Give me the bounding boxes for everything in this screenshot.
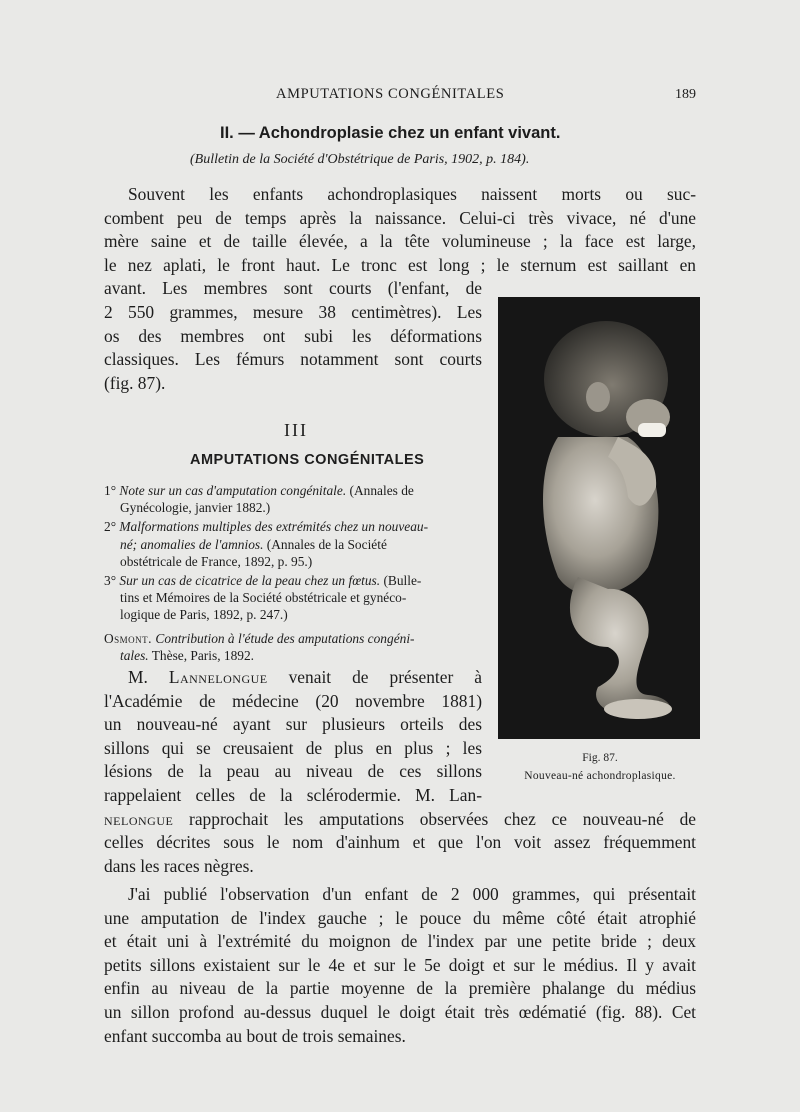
reference-author: Osmont. — [104, 630, 153, 646]
reference-line — [104, 536, 482, 553]
reference-source: (Annales de la Société — [263, 536, 387, 552]
paragraph-line: os des membres ont subi les déformations — [104, 325, 482, 346]
paragraph-line: (fig. 87). — [104, 372, 166, 393]
reference-title: tales. — [120, 647, 149, 663]
paragraph-line: dans les races nègres. — [104, 855, 254, 876]
reference-item — [104, 482, 482, 516]
section-heading: AMPUTATIONS CONGÉNITALES — [190, 452, 425, 468]
paragraph-line: petits sillons existaient sur le 4e et sur le 5e doigt et sur le médius. Il y avait — [104, 954, 696, 975]
reference-item — [104, 572, 482, 624]
paragraph-line: sillons qui se creusaient de plus en plus ; les — [104, 737, 482, 758]
paragraph-line: enfant succomba au bout de trois semaines. — [104, 1025, 406, 1046]
reference-line: obstétricale de France, 1892, p. 95.) — [120, 553, 313, 569]
text-fragment: rapprochait les amputations observées chez ce nouveau-né de — [173, 808, 696, 829]
section-title: II. — Achondroplasie chez un enfant vivant. — [220, 124, 561, 142]
reference-line: Gynécologie, janvier 1882.) — [120, 500, 271, 516]
paragraph-line — [104, 808, 696, 832]
reference-title: Note sur un cas d'amputation congénitale. — [119, 483, 347, 498]
reference-number: 1° — [104, 483, 120, 498]
reference-title: Malformations multiples des extrémités chez un nouveau- — [119, 519, 429, 535]
person-name: Lannelongue — [168, 667, 268, 687]
reference-line — [104, 630, 482, 647]
running-title: AMPUTATIONS CONGÉNITALES — [276, 86, 505, 102]
reference-title: né; anomalies de l'amnios. — [120, 536, 264, 552]
reference-title: Contribution à l'étude des amputations congéni- — [155, 630, 415, 646]
reference-source: Thèse, Paris, 1892. — [148, 647, 255, 663]
final-paragraph — [104, 883, 696, 1048]
section-roman-numeral: III — [284, 420, 308, 440]
running-header — [0, 86, 800, 108]
paragraph-line: avant. Les membres sont courts (l'enfant, de — [104, 278, 482, 299]
reference-list — [104, 482, 482, 664]
reference-line — [104, 647, 482, 664]
reference-line: logique de Paris, 1892, p. 247.) — [120, 607, 288, 623]
paragraph-line: mère saine et de taille élevée, a la tête volumineuse ; la face est large, — [104, 231, 696, 252]
paragraph-line: le nez aplati, le front haut. Le tronc est long ; le sternum est saillant en — [104, 254, 696, 275]
reference-line — [104, 518, 482, 535]
reference-line: tins et Mémoires de la Société obstétricale et gynéco- — [120, 590, 407, 606]
paragraph-line: l'Académie de médecine (20 novembre 1881) — [104, 690, 482, 711]
figure-caption: Nouveau-né achondroplasique. — [524, 770, 676, 782]
reference-item — [104, 630, 482, 664]
paragraph-line: 2 550 grammes, mesure 38 centimètres). Les — [104, 301, 482, 322]
page-number: 189 — [675, 87, 696, 102]
paragraph-line — [104, 666, 482, 690]
text-fragment: venait de présenter à — [267, 667, 482, 687]
paragraph-line: combent peu de temps après la naissance. Celui-ci très vivace, né d'une — [104, 207, 696, 228]
paragraph-line: un nouveau-né ayant sur plusieurs orteils des — [104, 714, 482, 735]
figure-label: Fig. 87. — [582, 752, 618, 764]
paragraph-line: classiques. Les fémurs notamment sont courts — [104, 349, 482, 370]
text-fragment: M. — [128, 667, 169, 687]
paragraph-line: rappelaient celles de la sclérodermie. M. Lan- — [104, 784, 482, 805]
paragraph-line: J'ai publié l'observation d'un enfant de 2 000 grammes, qui présentait — [128, 884, 696, 904]
reference-item — [104, 518, 482, 570]
paragraph-line: une amputation de l'index gauche ; le pouce du même côté était atrophié — [104, 907, 696, 928]
person-name: nelongue — [104, 808, 174, 829]
paragraph-line: Souvent les enfants achondroplasiques naissent morts ou suc- — [128, 184, 696, 204]
paragraph-line: enfin au niveau de la partie moyenne de la première phalange du médius — [104, 978, 696, 999]
reference-number: 3° — [104, 573, 120, 589]
reference-title: Sur un cas de cicatrice de la peau chez un fœtus. — [119, 573, 381, 589]
reference-number: 2° — [104, 519, 120, 535]
wrist-band — [638, 423, 666, 437]
reference-line — [104, 482, 482, 499]
paragraph-line: et était uni à l'extrémité du moignon de l'index par une petite bride ; deux — [104, 931, 696, 952]
reference-line — [104, 572, 482, 589]
section-citation: (Bulletin de la Société d'Obstétrique de Paris, 1902, p. 184). — [190, 152, 530, 167]
paragraph-line: celles décrites sous le nom d'ainhum et que l'on voit assez fréquemment — [104, 832, 696, 853]
paragraph-line: lésions de la peau au niveau de ces sillons — [104, 761, 482, 782]
paragraph-line: un sillon profond au-dessus duquel le doigt était très œdématié (fig. 88). Cet — [104, 1001, 696, 1022]
reference-source: (Bulle- — [380, 573, 422, 589]
reference-source: (Annales de — [346, 483, 414, 498]
